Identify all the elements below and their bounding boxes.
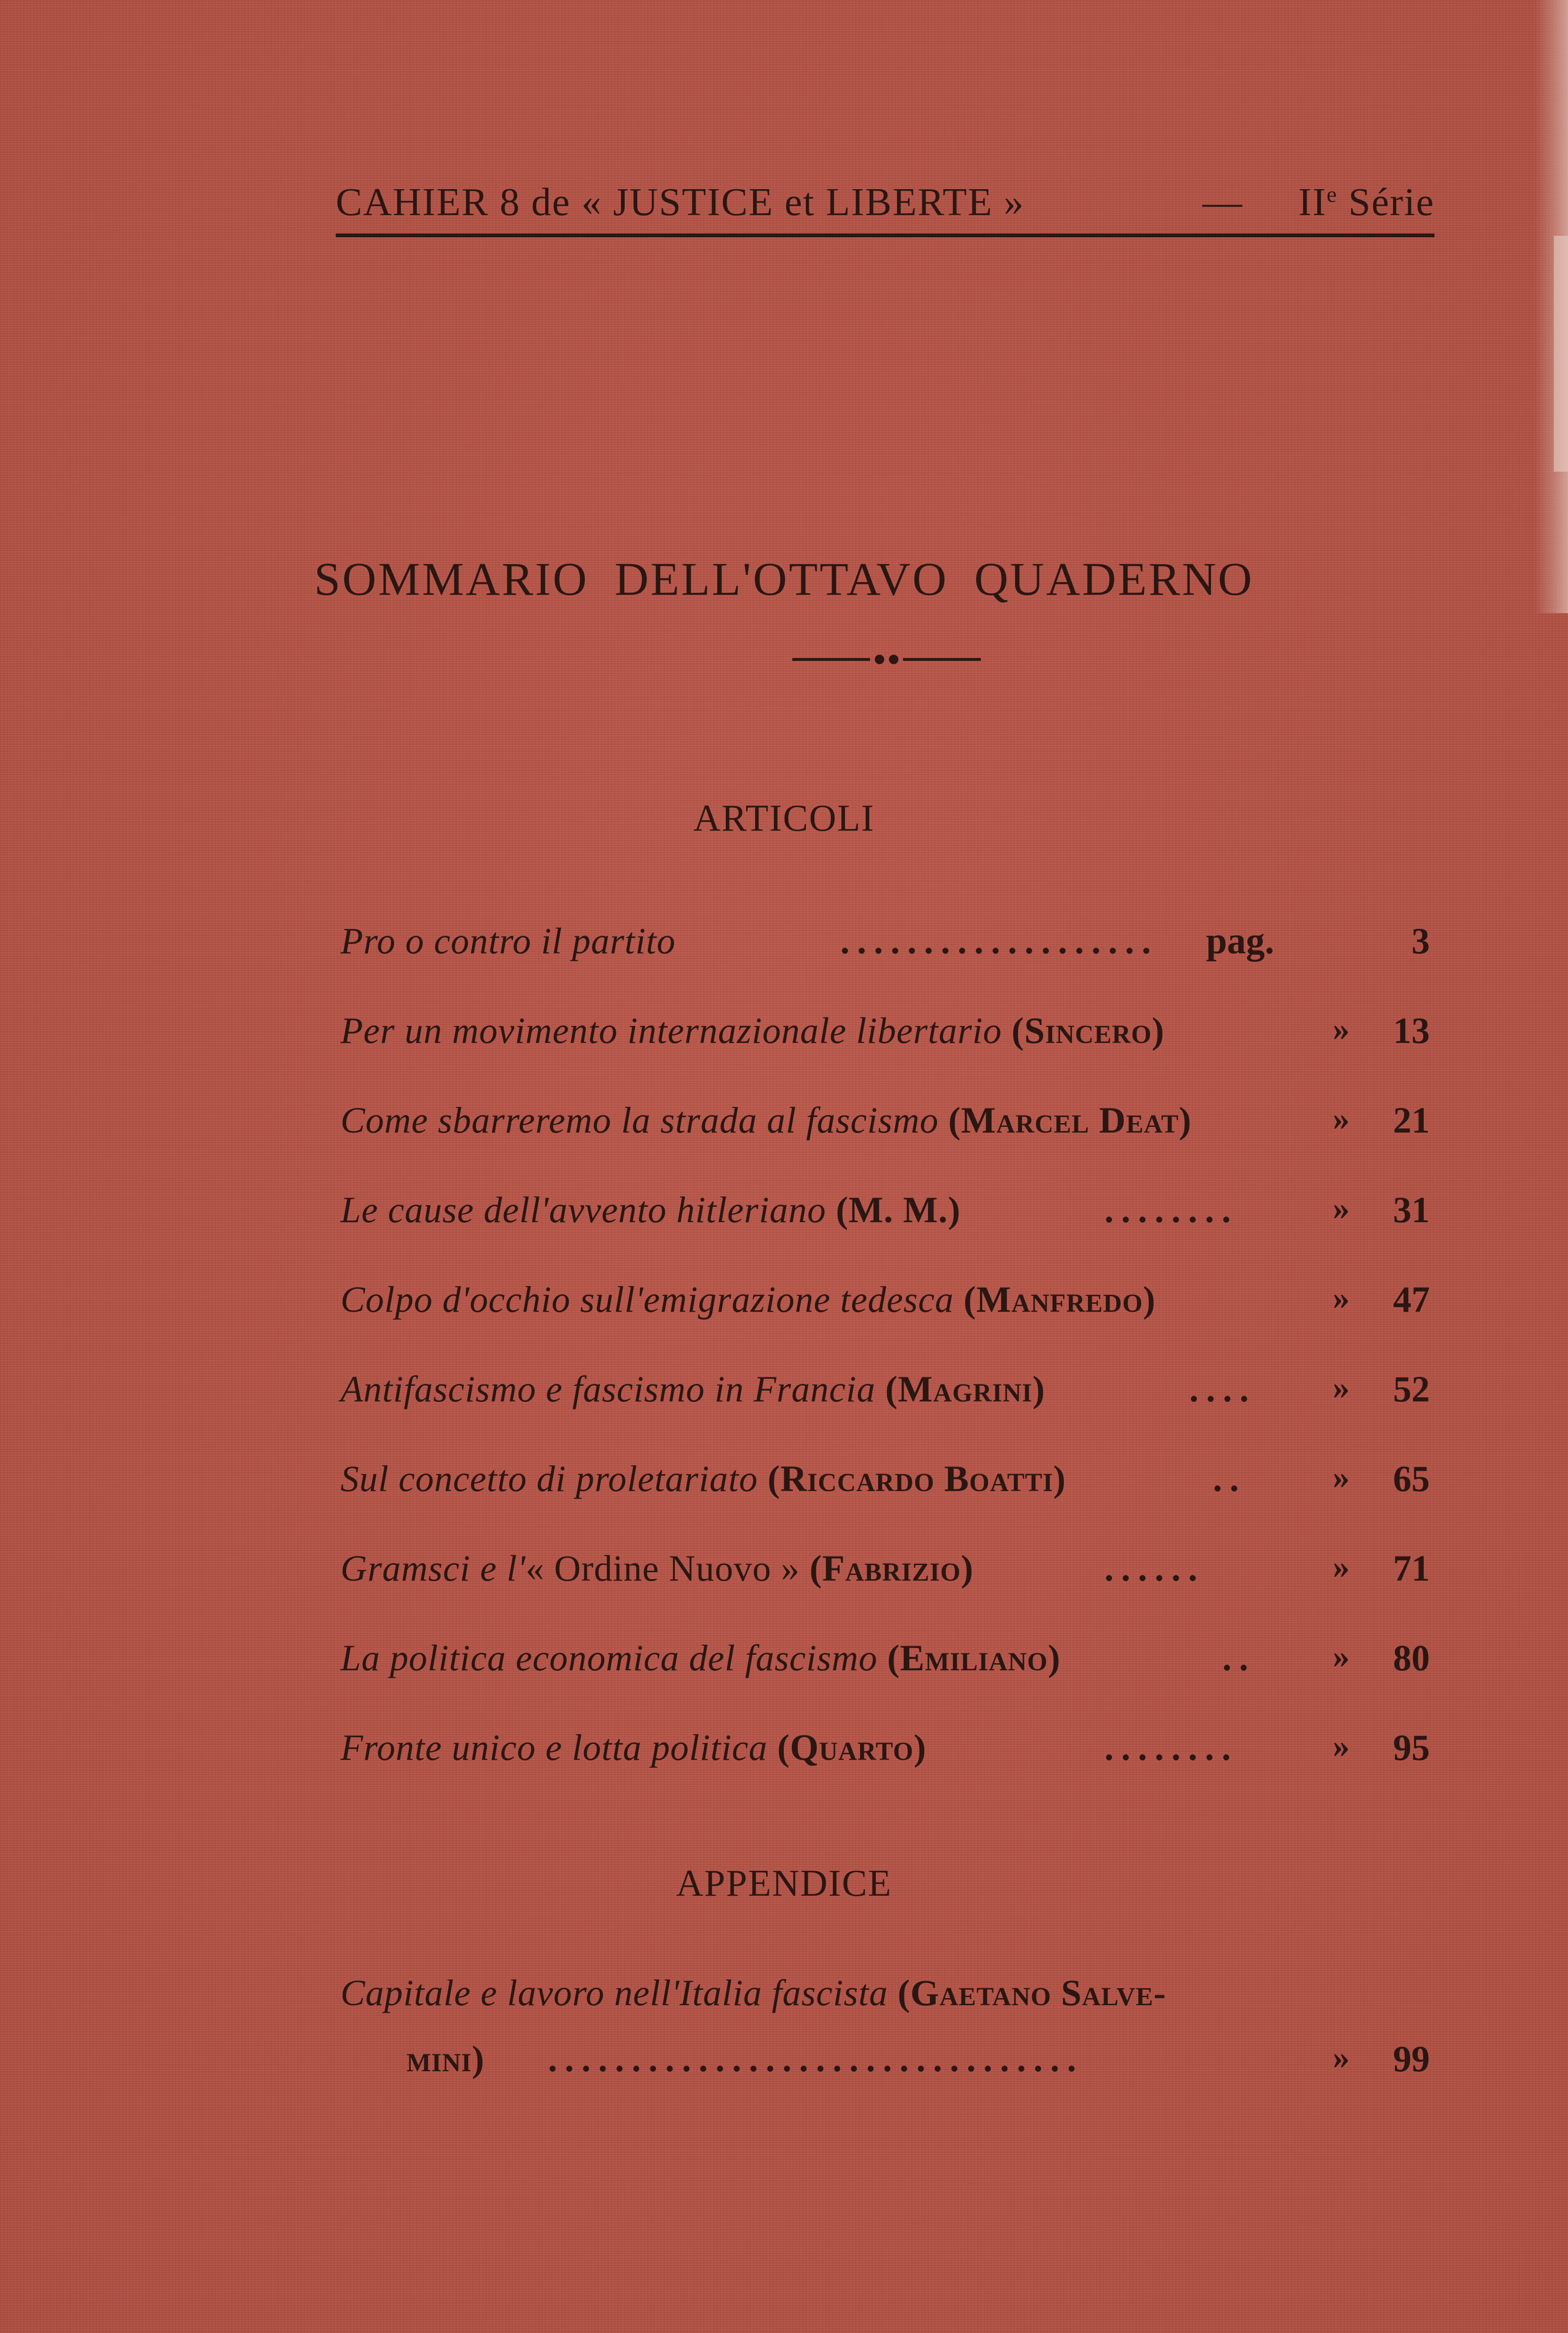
toc-entry-title: Per un movimento internazionale libertario (Sincero) xyxy=(340,1010,1165,1051)
toc-author: (Riccardo Boatti) xyxy=(767,1458,1066,1499)
toc-pag-label: pag. xyxy=(1206,920,1274,962)
toc-row xyxy=(340,1458,1435,1509)
toc-leader: ........ xyxy=(1104,1727,1238,1768)
toc-author: (Fabrizio) xyxy=(809,1548,974,1589)
toc-page-number: 80 xyxy=(1393,1637,1430,1678)
appendice-heading: APPENDICE xyxy=(676,1863,892,1904)
toc-author: (Quarto) xyxy=(777,1727,927,1768)
toc-page-number: 71 xyxy=(1393,1548,1430,1589)
header-series xyxy=(1298,179,1435,225)
articoli-heading: ARTICOLI xyxy=(693,798,875,839)
toc-row xyxy=(340,1189,1435,1241)
toc-leader: .... xyxy=(1189,1368,1256,1409)
toc-entry-title: La politica economica del fascismo (Emiliano) xyxy=(340,1637,1061,1678)
toc-row xyxy=(340,1009,1435,1061)
paper-edge-tear xyxy=(1554,236,1568,472)
toc-ditto-mark: » xyxy=(1333,1637,1350,1675)
toc-ditto-mark: » xyxy=(1333,1100,1350,1137)
toc-page-number: 13 xyxy=(1393,1010,1430,1051)
toc-page-number: 65 xyxy=(1393,1458,1430,1499)
toc-title-plain: « Ordine Nuovo » xyxy=(525,1548,800,1589)
toc-author: (M. M.) xyxy=(836,1189,961,1230)
toc-leader: ................... xyxy=(840,920,1159,961)
series-roman: II xyxy=(1298,180,1327,224)
toc-entry-title: Antifascismo e fascismo in Francia (Magrini) xyxy=(340,1368,1045,1409)
toc-leader: ................................ xyxy=(548,2038,1084,2079)
toc-entry-title: Fronte unico e lotta politica (Quarto) xyxy=(340,1727,927,1768)
appendix-author: (Gaetano Salve- xyxy=(897,1972,1166,2013)
toc-author: (Marcel Deat) xyxy=(948,1100,1192,1141)
toc-page-number: 99 xyxy=(1393,2038,1430,2079)
toc-ditto-mark: » xyxy=(1333,1010,1350,1048)
toc-ditto-mark: » xyxy=(1333,1368,1350,1406)
running-header xyxy=(336,182,1435,237)
toc-page-number: 95 xyxy=(1393,1727,1430,1768)
appendix-title: Capitale e lavoro nell'Italia fascista (Gaetano Salve- xyxy=(340,1972,1166,2013)
toc-leader: ...... xyxy=(1104,1548,1205,1589)
toc-ditto-mark: » xyxy=(1333,2038,1350,2076)
ornament-divider xyxy=(792,650,981,669)
toc-ditto-mark: » xyxy=(1333,1189,1350,1227)
toc-leader: .. xyxy=(1213,1458,1246,1499)
toc-page-number: 3 xyxy=(1411,920,1430,961)
toc-row xyxy=(340,1278,1435,1330)
toc-author: (Manfredo) xyxy=(963,1279,1156,1320)
toc-entry-title: Pro o contro il partito xyxy=(340,920,676,961)
page-title: SOMMARIO DELL'OTTAVO QUADERNO xyxy=(314,553,1254,605)
toc-entry-title: Colpo d'occhio sull'emigrazione tedesca (Manfredo) xyxy=(340,1279,1156,1320)
toc-row xyxy=(340,1547,1435,1599)
toc-ditto-mark: » xyxy=(1333,1548,1350,1585)
toc-entry-title: Come sbarreremo la strada al fascismo (Marcel Deat) xyxy=(340,1100,1192,1141)
toc-ditto-mark: » xyxy=(1333,1279,1350,1316)
toc-row xyxy=(340,1099,1435,1151)
series-word: Série xyxy=(1348,180,1435,224)
toc-entry-title: Sul concetto di proletariato (Riccardo Boatti) xyxy=(340,1458,1066,1499)
header-publication: CAHIER 8 de « JUSTICE et LIBERTE » xyxy=(336,180,1025,224)
toc-row xyxy=(340,1726,1435,1778)
toc-page-number: 47 xyxy=(1393,1279,1430,1320)
toc-row xyxy=(340,1637,1435,1689)
toc-ditto-mark: » xyxy=(1333,1727,1350,1765)
toc-page-number: 31 xyxy=(1393,1189,1430,1230)
toc-row xyxy=(340,920,1435,972)
appendix-author-continued: mini) xyxy=(407,2038,485,2079)
toc-author: (Magrini) xyxy=(885,1368,1045,1409)
toc-entry-title: Gramsci e l'« Ordine Nuovo » (Fabrizio) xyxy=(340,1548,974,1589)
toc-author: (Emiliano) xyxy=(887,1637,1061,1678)
appendix-row xyxy=(340,1972,1435,2024)
toc-row xyxy=(340,1368,1435,1420)
toc-leader: ........ xyxy=(1104,1189,1238,1230)
series-sup: e xyxy=(1327,182,1338,207)
appendix-row-continued xyxy=(340,2038,1435,2090)
toc-entry-title: Le cause dell'avvento hitleriano (M. M.) xyxy=(340,1189,961,1230)
toc-leader: .. xyxy=(1222,1637,1256,1678)
toc-page-number: 21 xyxy=(1393,1100,1430,1141)
toc-author: (Sincero) xyxy=(1012,1010,1165,1051)
toc-ditto-mark: » xyxy=(1333,1458,1350,1496)
header-dash: — xyxy=(1203,180,1243,224)
toc-page-number: 52 xyxy=(1393,1368,1430,1409)
